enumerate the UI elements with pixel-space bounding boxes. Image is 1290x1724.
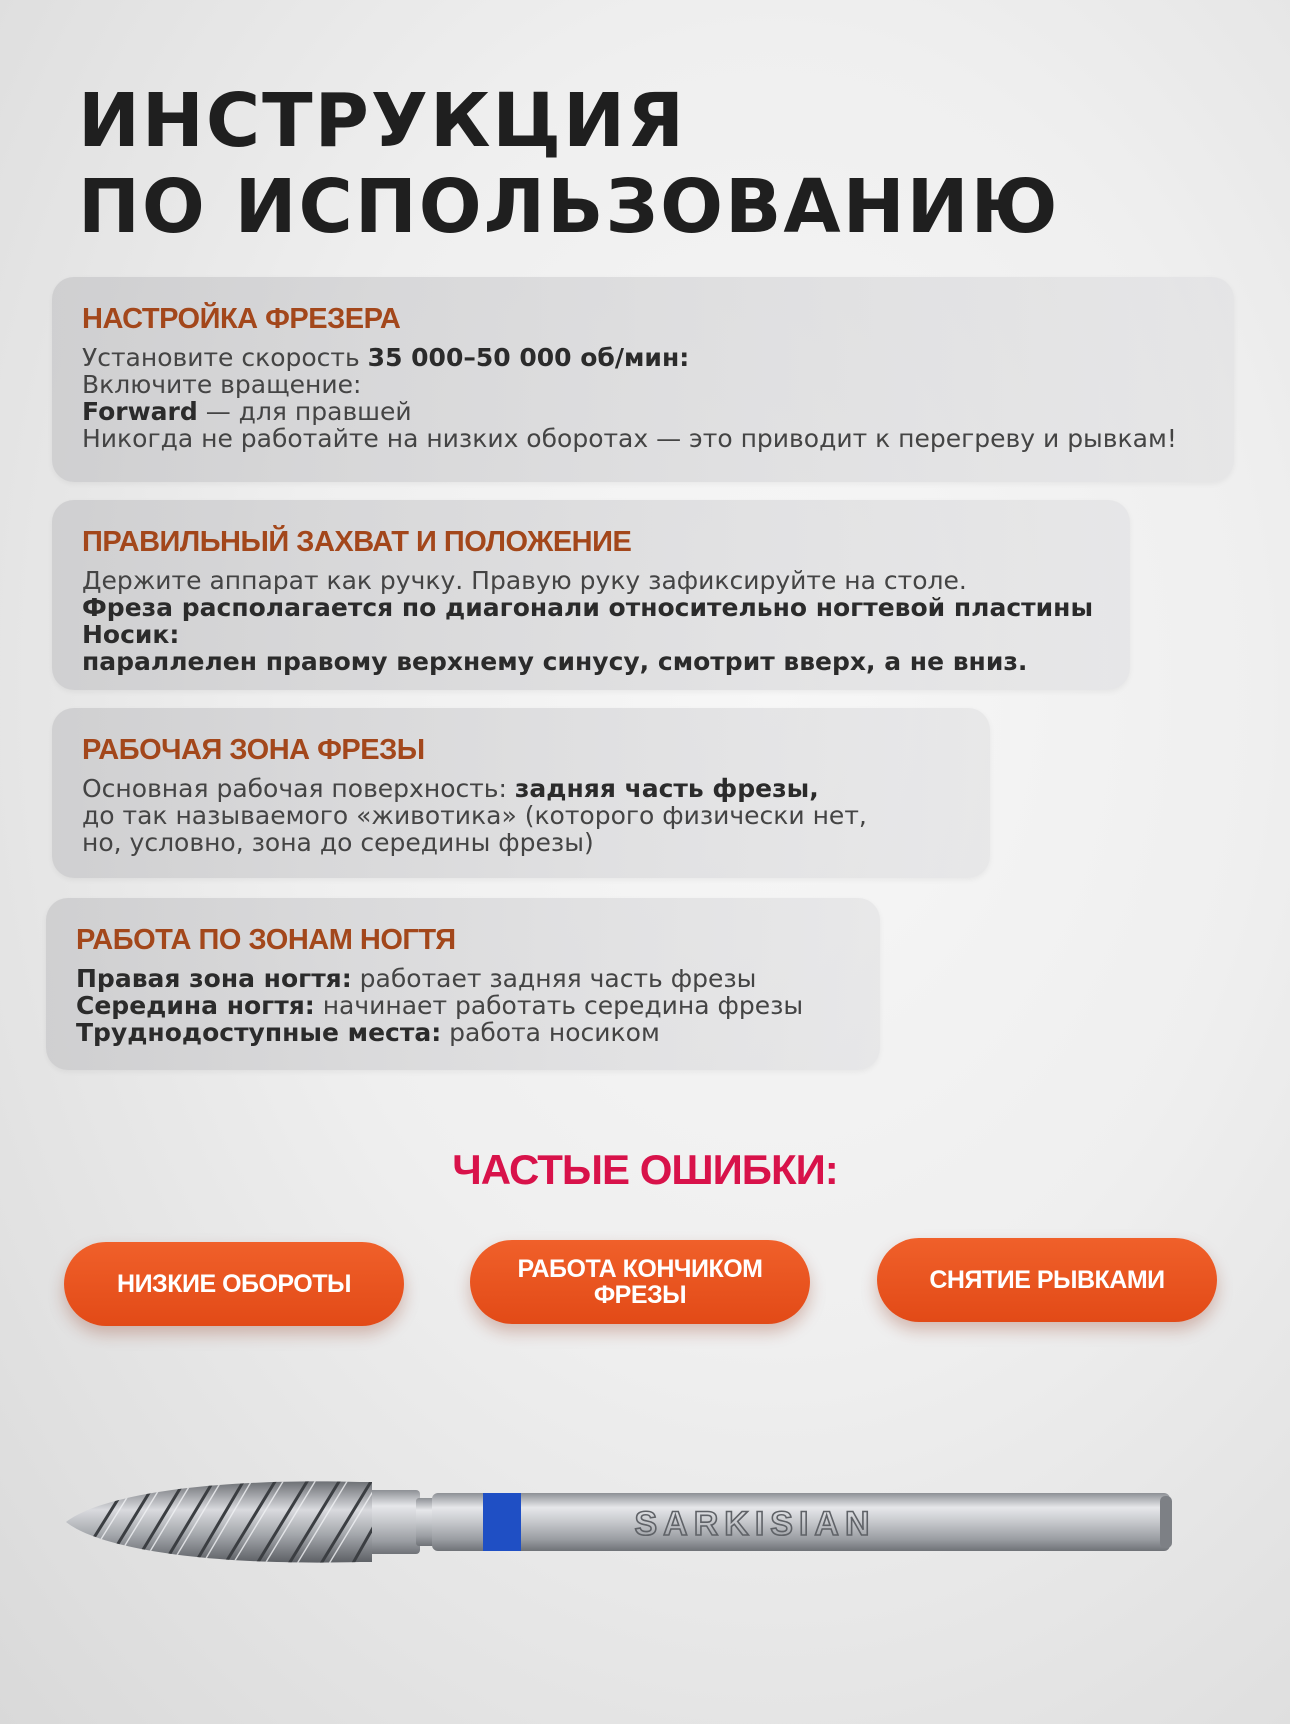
text-middle-zone: начинает работать середина фрезы (314, 991, 804, 1020)
error-badge-jerky-removal: СНЯТИЕ РЫВКАМИ (877, 1238, 1217, 1322)
error-badge-tip-work: РАБОТА КОНЧИКОМ ФРЕЗЫ (470, 1240, 810, 1324)
bit-brand-text: SARKISIAN (634, 1505, 876, 1543)
card-heading: НАСТРОЙКА ФРЕЗЕРА (82, 303, 401, 335)
text-middle-zone-label: Середина ногтя: (76, 991, 315, 1020)
text-speed-value: 35 000–50 000 об/мин: (367, 343, 690, 372)
text-hard-places-label: Труднодоступные места: (76, 1018, 442, 1047)
card-nail-zones (46, 898, 880, 1070)
text-nose-label: Носик: (82, 620, 180, 649)
text-surface-label: Основная рабочая поверхность: (82, 774, 515, 803)
text-hold: Держите аппарат как ручку. Правую руку зафиксируйте на столе. (82, 566, 967, 595)
card-text (76, 965, 852, 1046)
text-right-handed: — для правшей (197, 397, 412, 426)
bit-cutting-head (66, 1470, 400, 1572)
card-mill-setup (52, 277, 1234, 482)
text-rotation: Включите вращение: (82, 370, 362, 399)
milling-bit-illustration (60, 1460, 1230, 1580)
text-hard-places: работа носиком (441, 1018, 660, 1047)
text-diagonal: Фреза располагается по диагонали относительно ногтевой пластины (82, 593, 1094, 622)
errors-title: ЧАСТЫЕ ОШИБКИ: (452, 1146, 838, 1193)
card-grip-position (52, 500, 1130, 690)
page-title-line2: ПО ИСПОЛЬЗОВАНИЮ (78, 164, 1060, 250)
card-text (82, 775, 962, 856)
card-text (82, 344, 1206, 452)
text-belly: до так называемого «животика» (которого физически нет, (82, 801, 867, 830)
card-heading: РАБОТА ПО ЗОНАМ НОГТЯ (76, 924, 456, 956)
card-heading: ПРАВИЛЬНЫЙ ЗАХВАТ И ПОЛОЖЕНИЕ (82, 526, 632, 558)
page-title-line1: ИНСТРУКЦИЯ (78, 78, 686, 164)
bit-color-band (483, 1493, 521, 1551)
card-heading: РАБОЧАЯ ЗОНА ФРЕЗЫ (82, 734, 425, 766)
text-right-zone-label: Правая зона ногтя: (76, 964, 352, 993)
text-warning: Никогда не работайте на низких оборотах — это приводит к перегреву и рывкам! (82, 424, 1177, 453)
text-middle: но, условно, зона до середины фрезы) (82, 828, 594, 857)
text-forward: Forward (82, 397, 198, 426)
text-nose-direction: параллелен правому верхнему синусу, смотрит вверх, а не вниз. (82, 647, 1028, 676)
page-title (78, 78, 1059, 250)
text-right-zone: работает задняя часть фрезы (351, 964, 757, 993)
card-work-zone (52, 708, 990, 878)
error-badge-low-speed: НИЗКИЕ ОБОРОТЫ (64, 1242, 404, 1326)
bit-shank-end (1160, 1496, 1172, 1548)
card-text (82, 567, 1102, 675)
text-speed-label: Установите скорость (82, 343, 368, 372)
text-surface-value: задняя часть фрезы, (514, 774, 819, 803)
